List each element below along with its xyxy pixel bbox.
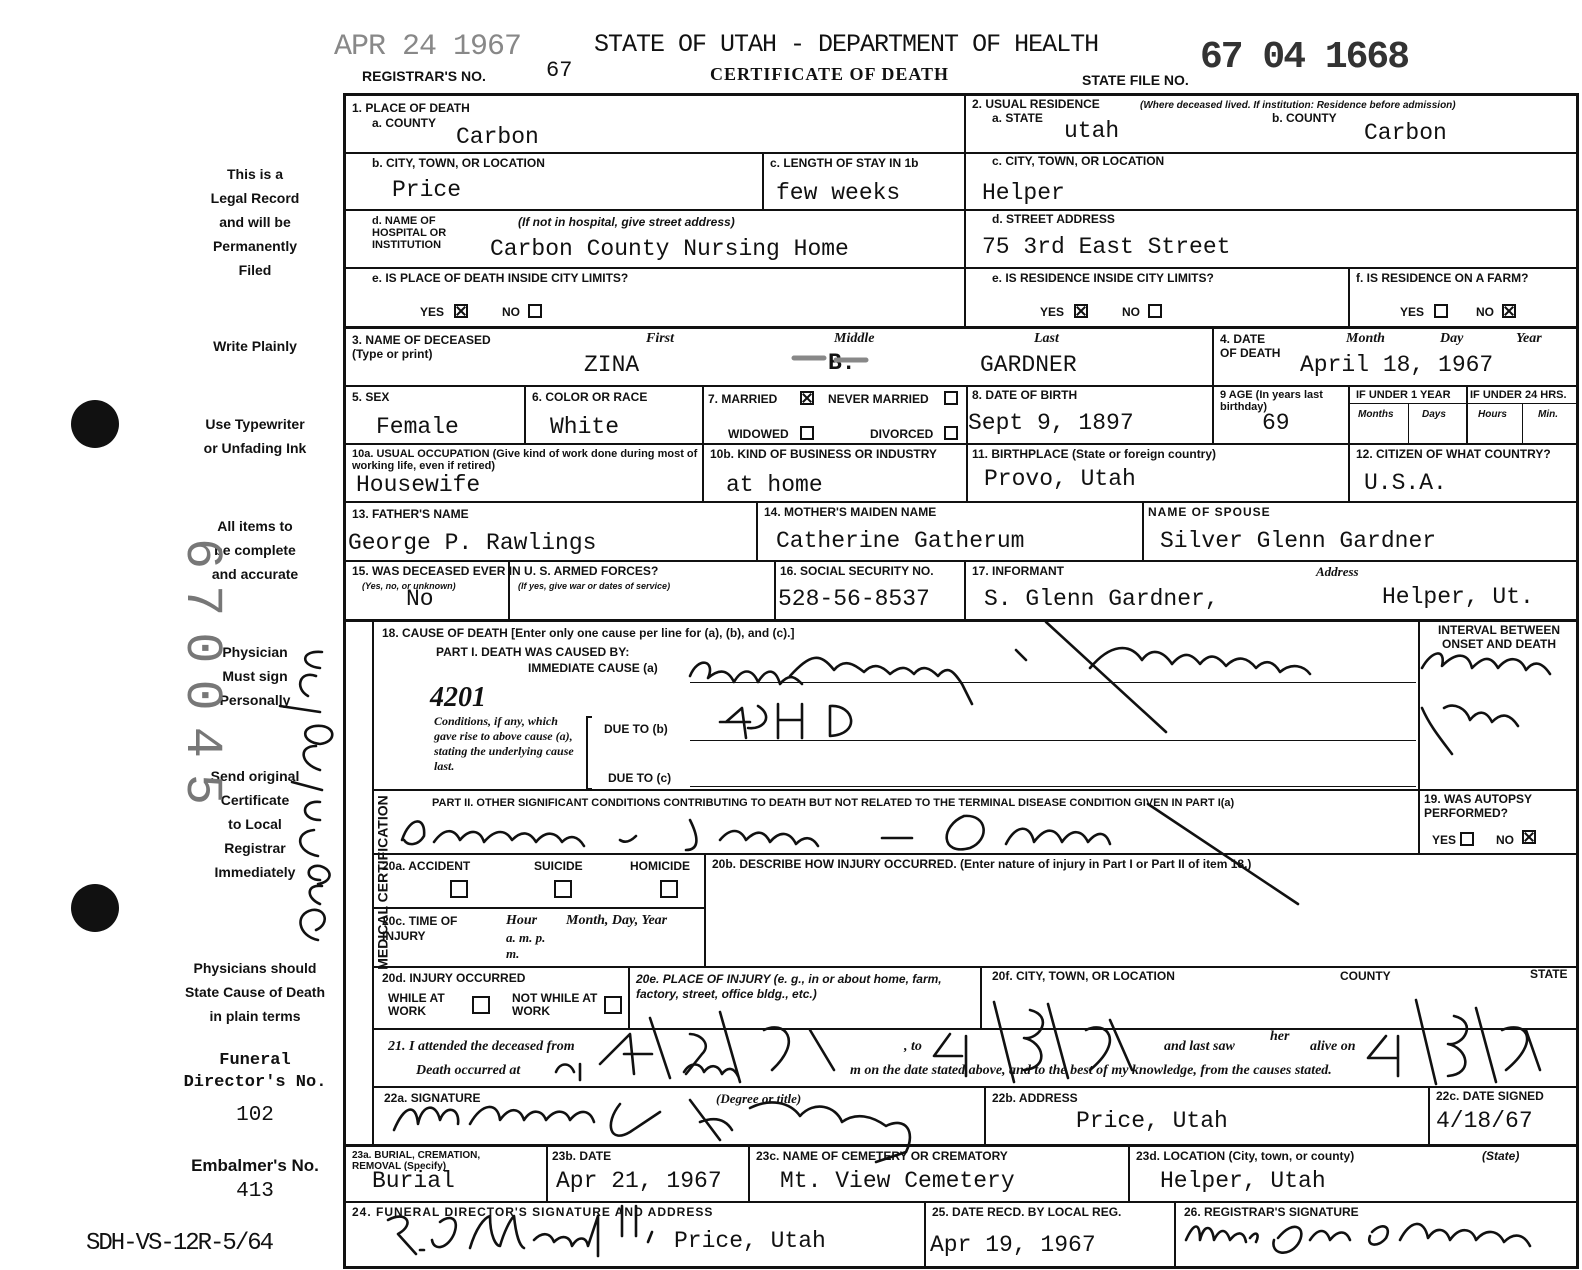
married-label: 7. MARRIED [708,392,778,406]
death-day-label: Day [1440,331,1464,346]
street-label: d. STREET ADDRESS [992,212,1115,226]
min-label: Min. [1538,409,1558,420]
not-at-work-label: NOT WHILE AT WORK [512,991,598,1018]
degree-label: (Degree or title) [716,1091,802,1106]
place-of-injury-label: 20e. PLACE OF INJURY (e. g., in or about home, farm, factory, street, office bldg., etc.) [636,972,942,1001]
date-of-death: April 18, 1967 [1300,352,1494,378]
medical-certification-label: MEDICAL CERTIFICATION [374,795,391,970]
hours-label: Hours [1478,409,1507,420]
handwritten-time [556,1064,738,1080]
date-signed: 4/18/67 [1436,1108,1533,1134]
informant-name: S. Glenn Gardner, [984,586,1219,612]
conditions-note: Conditions, if any, which gave rise to above cause (a), stating the underlying cause last. [434,714,574,773]
ssn-label: 16. SOCIAL SECURITY NO. [780,564,934,578]
physician-sign-note: Physician Must sign Personally [219,644,291,708]
stated-causes-label: m on the date stated above, and to the best of my knowledge, from the causes stated. [850,1063,1332,1078]
race-label: 6. COLOR OR RACE [532,390,648,404]
state-department-title: STATE OF UTAH - DEPARTMENT OF HEALTH [594,30,1099,59]
form-number: SDH-VS-12R-5/64 [86,1230,273,1257]
due-to-c-label: DUE TO (c) [608,771,672,785]
residence-label: 2. USUAL RESIDENCE [972,97,1100,111]
age: 69 [1262,410,1290,436]
accident-label: 20a. ACCIDENT [382,859,471,873]
handwritten-years [1422,706,1518,754]
under-1-year-label: IF UNDER 1 YEAR [1356,389,1451,401]
informant-address: Helper, Ut. [1382,584,1534,610]
handwritten-due-to-b [720,704,851,738]
suicide-label: SUICIDE [534,859,583,873]
death-year-label: Year [1516,331,1542,346]
stay-length: few weeks [776,180,901,206]
state-file-no: 67 04 1668 [1200,36,1409,79]
informant-label: 17. INFORMANT [972,564,1065,578]
citizen-label: 12. CITIZEN OF WHAT COUNTRY? [1356,447,1551,461]
date-of-birth: Sept 9, 1897 [968,410,1134,436]
middle-name-overstrike [794,358,866,360]
occupation: Housewife [356,472,481,498]
last-name-label: Last [1034,331,1059,346]
birthplace: Provo, Utah [984,466,1136,492]
write-plainly-note: Write Plainly [213,338,297,354]
street-address: 75 3rd East Street [982,234,1231,260]
residence-inside-no-label: NO [1122,305,1140,319]
armed-forces-sub2: (If yes, give war or dates of service) [518,581,671,591]
last-name: GARDNER [980,352,1077,378]
last-saw-label: and last saw [1164,1039,1235,1054]
stay-length-label: c. LENGTH OF STAY IN 1b [770,156,919,170]
typewriter-note: Use Typewriter or Unfading Ink [203,416,307,456]
funeral-director-no: 102 [236,1104,274,1127]
injury-describe-label: 20b. DESCRIBE HOW INJURY OCCURRED. (Enter nature of injury in Part I or Part II of item 18.) [712,857,1252,871]
icd-code: 4201 [430,682,486,713]
cemetery-location-label: 23d. LOCATION (City, town, or county) [1136,1149,1355,1163]
funeral-director-signature [388,1206,652,1256]
hospital-note: (If not in hospital, give street address) [518,215,735,229]
certificate-title: CERTIFICATE OF DEATH [710,64,950,84]
armed-forces-sub: (Yes, no, or unknown) [362,581,456,591]
social-security-no: 528-56-8537 [778,586,930,612]
embalmer-label: Embalmer's No. [191,1156,319,1175]
business: at home [726,472,823,498]
armed-forces-label: 15. WAS DECEASED EVER IN U. S. ARMED FORCES? [352,564,659,578]
farm-label: f. IS RESIDENCE ON A FARM? [1356,271,1529,285]
birthplace-label: 11. BIRTHPLACE (State or foreign country) [972,447,1217,461]
injury-state-label: STATE [1530,967,1568,981]
never-married-label: NEVER MARRIED [828,392,929,406]
cause-of-death-label: 18. CAUSE OF DEATH [Enter only one cause per line for (a), (b), and (c).] [382,626,795,640]
due-to-b-label: DUE TO (b) [604,722,668,736]
attended-from-label: 21. I attended the deceased from [388,1039,575,1054]
state-file-no-label: STATE FILE NO. [1082,72,1189,88]
divorced-label: DIVORCED [870,427,934,441]
mother-maiden-name: Catherine Gatherum [776,528,1025,554]
middle-name: B. [828,350,856,376]
middle-name-label: Middle [834,331,875,346]
funeral-director-signature-label: 24. FUNERAL DIRECTOR'S SIGNATURE AND ADDRESS [352,1205,714,1219]
injury-city-label: 20f. CITY, TOWN, OR LOCATION [992,969,1175,983]
burial-method: Burial [372,1168,455,1194]
death-county-label: a. COUNTY [372,116,437,130]
handwritten-part2 [402,804,1298,904]
death-city: Price [392,177,462,203]
mother-label: 14. MOTHER'S MAIDEN NAME [764,505,937,519]
widowed-label: WIDOWED [728,427,789,441]
spouse-name: Silver Glenn Gardner [1160,528,1437,554]
am-pm-label: a. m. p. m. [506,930,546,961]
death-occurred-at-label: Death occurred at [416,1063,521,1078]
residence-state: utah [1064,118,1120,144]
disposition-date-label: 23b. DATE [552,1149,612,1163]
spouse-label: NAME OF SPOUSE [1148,505,1271,519]
hour-label: Hour [506,913,538,928]
residence-inside-limits-label: e. IS RESIDENCE INSIDE CITY LIMITS? [992,271,1214,285]
date-of-death-label: 4. DATE OF DEATH [1220,332,1281,360]
physician-address: Price, Utah [1076,1108,1228,1134]
residence-county: Carbon [1364,120,1447,146]
days-label: Days [1422,409,1446,420]
embalmer-no: 413 [236,1180,274,1203]
date-received: Apr 19, 1967 [930,1232,1096,1258]
citizen: U.S.A. [1364,470,1447,496]
injury-occurred-label: 20d. INJURY OCCURRED [382,971,526,985]
immediate-cause-label: IMMEDIATE CAUSE (a) [528,661,658,675]
cemetery-label: 23c. NAME OF CEMETERY OR CREMATORY [756,1149,1008,1163]
registrar-signature-label: 26. REGISTRAR'S SIGNATURE [1184,1205,1359,1219]
funeral-address: Price, Utah [674,1228,826,1254]
burial-label: 23a. BURIAL, CREMATION, REMOVAL (Specify) [352,1150,481,1172]
signature-label: 22a. SIGNATURE [384,1091,481,1105]
registrar-signature [1186,1224,1530,1253]
plain-terms-note: Physicians should State Cause of Death in plain terms [184,960,326,1024]
dob-label: 8. DATE OF BIRTH [972,388,1078,402]
sex-label: 5. SEX [352,390,390,404]
death-city-label: b. CITY, TOWN, OR LOCATION [372,156,545,170]
death-inside-yes-label: YES [420,305,445,319]
father-label: 13. FATHER'S NAME [352,507,469,521]
vertical-file-number: 670045 [172,537,232,822]
first-name-label: First [646,331,675,346]
under-24-hours-label: IF UNDER 24 HRS. [1470,389,1567,401]
alive-on-label: alive on [1310,1039,1356,1054]
attended-to-label: , to [904,1039,922,1054]
her-label: her [1270,1029,1290,1044]
while-at-work-label: WHILE AT WORK [388,991,445,1018]
occupation-label: 10a. USUAL OCCUPATION (Give kind of work done during most of working life, even if retired) [352,448,698,472]
received-date-stamp: APR 24 1967 [334,30,522,64]
death-county: Carbon [456,124,539,150]
interval-label: INTERVAL BETWEEN ONSET AND DEATH [1437,623,1560,651]
residence-city: Helper [982,180,1065,206]
first-name: ZINA [584,352,640,378]
armed-forces: No [406,586,434,612]
residence-county-label: b. COUNTY [1272,111,1337,125]
send-original-note: Send original Certificate to Local Registrar Immediately [210,768,300,880]
deceased-name-label: 3. NAME OF DECEASED (Type or print) [352,333,491,361]
handwritten-attended-dates [600,1000,1540,1084]
physician-signature [394,1100,910,1162]
death-month-label: Month [1346,331,1385,346]
time-of-injury-label: 20c. TIME OF INJURY [382,914,458,943]
date-received-label: 25. DATE RECD. BY LOCAL REG. [932,1205,1122,1219]
part1-label: PART I. DEATH WAS CAUSED BY: [436,645,630,659]
homicide-label: HOMICIDE [630,859,690,873]
margin-signature [280,652,332,940]
months-label: Months [1358,409,1394,420]
date-signed-label: 22c. DATE SIGNED [1436,1089,1544,1103]
legal-record-note: This is a Legal Record and will be Permanently Filed [210,166,300,278]
handwritten-interval [1422,653,1550,674]
informant-address-label: Address [1316,564,1359,579]
part2-label: PART II. OTHER SIGNIFICANT CONDITIONS CONTRIBUTING TO DEATH BUT NOT RELATED TO THE TERMINAL DISEASE CONDITION GIVEN IN PART I(a) [432,797,1235,809]
father-name: George P. Rawlings [348,530,597,556]
residence-note: (Where deceased lived. If institution: Residence before admission) [1140,100,1456,111]
hospital-name: Carbon County Nursing Home [490,236,849,262]
death-inside-no-label: NO [502,305,520,319]
handwritten-immediate-cause [690,622,1310,732]
place-of-death-label: 1. PLACE OF DEATH [352,101,470,115]
autopsy-no-label: NO [1496,833,1514,847]
farm-yes-label: YES [1400,305,1425,319]
age-label: 9 AGE (In years last birthday) [1220,389,1323,413]
disposition-date: Apr 21, 1967 [556,1168,722,1194]
race: White [550,414,620,440]
funeral-director-label: Funeral Director's No. [183,1051,327,1092]
residence-state-label: a. STATE [992,111,1043,125]
physician-address-label: 22b. ADDRESS [992,1091,1078,1105]
death-inside-limits-label: e. IS PLACE OF DEATH INSIDE CITY LIMITS? [372,271,629,285]
hospital-label: d. NAME OF HOSPITAL OR INSTITUTION [372,215,447,251]
autopsy-label: 19. WAS AUTOPSY PERFORMED? [1424,792,1532,820]
autopsy-yes-label: YES [1432,833,1457,847]
registrar-no: 67 [546,58,573,83]
residence-inside-yes-label: YES [1040,305,1065,319]
sex: Female [376,414,459,440]
business-label: 10b. KIND OF BUSINESS OR INDUSTRY [710,447,937,461]
injury-county-label: COUNTY [1340,969,1391,983]
cemetery-state-label: (State) [1482,1149,1520,1163]
residence-city-label: c. CITY, TOWN, OR LOCATION [992,154,1165,168]
registrar-no-label: REGISTRAR'S NO. [362,68,486,84]
cemetery-location: Helper, Utah [1160,1168,1326,1194]
injury-mdy-label: Month, Day, Year [566,913,668,928]
complete-note: All items to be complete and accurate [211,518,299,582]
farm-no-label: NO [1476,305,1494,319]
cemetery-name: Mt. View Cemetery [780,1168,1015,1194]
